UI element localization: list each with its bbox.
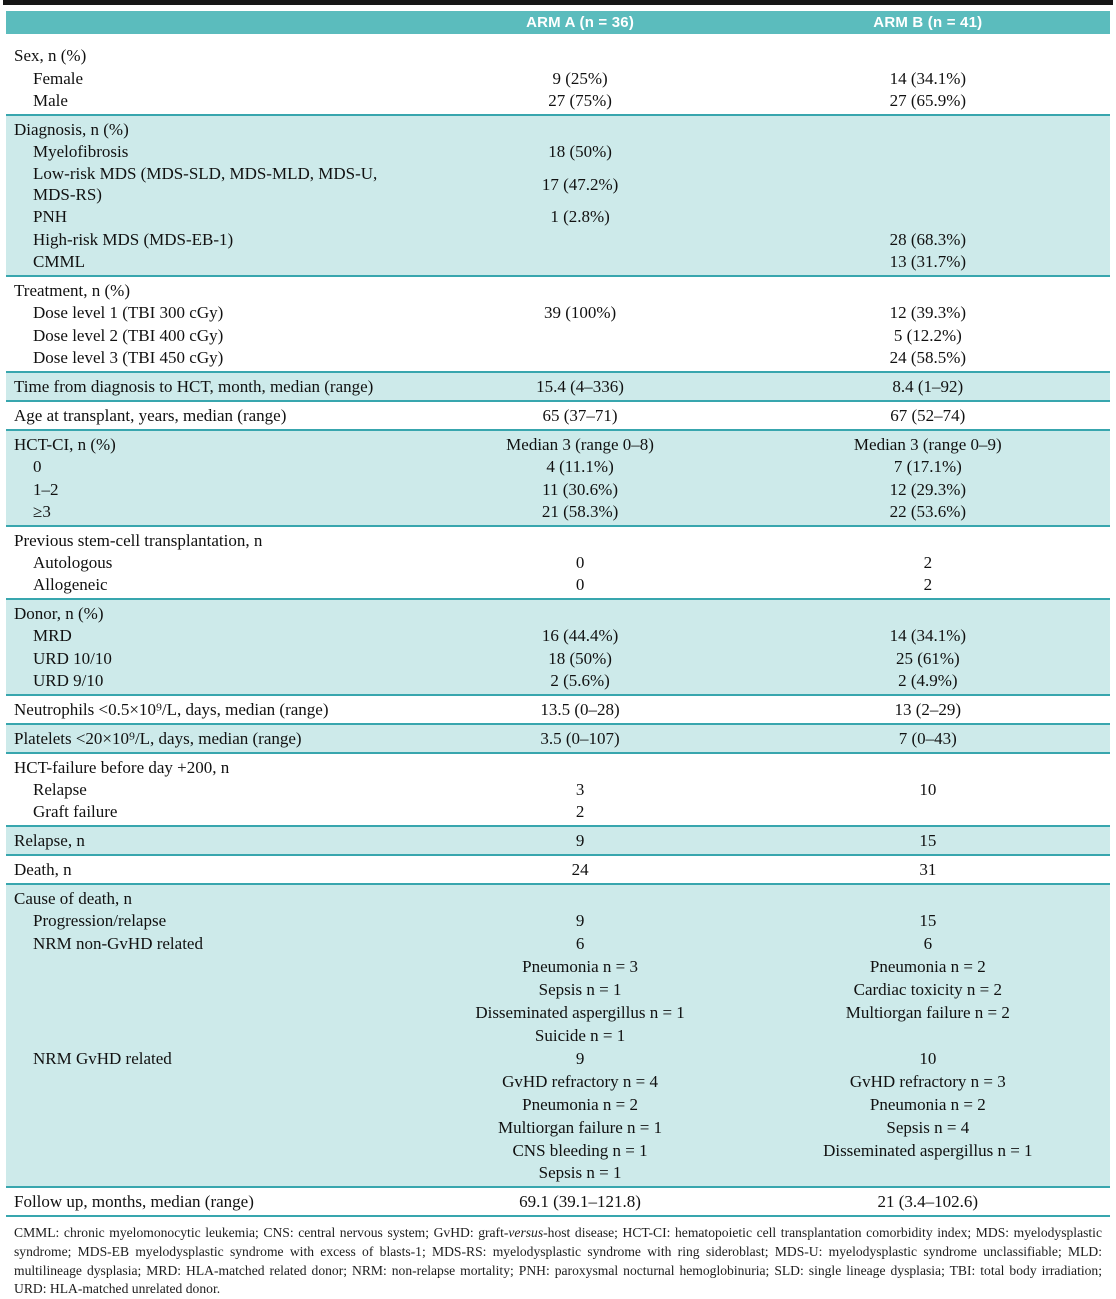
table-row [6,478,1110,501]
row-label: Autologous [33,553,113,572]
table-row [6,429,1110,455]
cell-arm-a: 21 (58.3%) [541,502,619,521]
table-row [6,551,1110,574]
cell-arm-a: Sepsis n = 1 [538,1163,622,1182]
table-row [6,909,1110,932]
table-row [6,854,1110,883]
row-label: Graft failure [33,802,118,821]
cell-arm-b: 25 (61%) [895,649,960,668]
table-row [6,1116,1110,1139]
table-row [6,574,1110,598]
row-label: Cause of death, n [14,889,133,908]
table-row [6,1162,1110,1186]
table-row [6,1070,1110,1093]
cell-arm-a: 18 (50%) [548,649,612,668]
row-label: Follow up, months, median (range) [14,1192,254,1211]
table-row [6,275,1110,301]
table-row [6,723,1110,752]
cell-arm-b: 10 [919,1049,937,1068]
cell-arm-b: Median 3 (range 0–9) [853,435,1002,454]
cell-arm-b: Disseminated aspergillus n = 1 [823,1141,1033,1160]
row-label: Time from diagnosis to HCT, month, median (range) [14,377,374,396]
characteristics-table [0,11,1116,1299]
table-row [6,598,1110,624]
table-row [6,205,1110,228]
table-row [6,1024,1110,1047]
cell-arm-b: 24 (58.5%) [889,348,967,367]
cell-arm-b: 12 (29.3%) [889,480,967,499]
top-rule [3,0,1113,5]
row-label: Dose level 1 (TBI 300 cGy) [33,303,224,322]
cell-arm-a: Sepsis n = 1 [538,980,622,999]
row-label: Diagnosis, n (%) [14,120,129,139]
cell-arm-b: 6 [923,934,933,953]
cell-arm-a: 2 (5.6%) [550,671,610,690]
table-row [6,670,1110,694]
table-row [6,647,1110,670]
table-row [6,251,1110,275]
cell-arm-a: 17 (47.2%) [541,174,619,194]
cell-arm-b: 7 (0–43) [898,729,957,748]
cell-arm-b: 15 [919,911,937,930]
cell-arm-b: 13 (31.7%) [889,252,967,271]
row-label: 0 [33,457,42,476]
table-row [6,1093,1110,1116]
cell-arm-b: Sepsis n = 4 [886,1118,970,1137]
cell-arm-a: Disseminated aspergillus n = 1 [475,1003,685,1022]
cell-arm-b: 8.4 (1–92) [892,377,964,396]
cell-arm-b: 12 (39.3%) [889,303,967,322]
table-row [6,163,1110,205]
row-label: Neutrophils <0.5×10⁹/L, days, median (range) [14,700,329,719]
cell-arm-b: 2 [923,553,933,572]
cell-arm-a: 9 [575,911,585,930]
row-label: URD 10/10 [33,649,112,668]
row-label: Treatment, n (%) [14,281,130,300]
footnote [14,1224,1102,1299]
cell-arm-a: 3.5 (0–107) [540,729,620,748]
footnote-text-part2: -host disease; HCT-CI: hematopoietic cell transplantation comorbidity index; MDS: myelodysplastic syndrome; MDS-EB myelodysplastic syndrome with excess of blasts-1; MDS-RS: myelodysplastic syndrome with ring sideroblast; MDS-U: myelodysplastic syndrome unclassifiable; MLD: multilineage dysplasia; MRD: HLA-matched related donor; NRM: non-relapse mortality; PNH: paroxysmal nocturnal hemoglobinuria; SLD: single lineage dysplasia; TBI: total body irradiation; URD: HLA-matched unrelated donor. [14,1225,1102,1297]
table-row [6,67,1110,90]
row-label: High-risk MDS (MDS-EB-1) [33,230,234,249]
cell-arm-a: 3 [575,780,585,799]
cell-arm-a: Pneumonia n = 3 [522,957,638,976]
row-label: Male [33,91,68,110]
cell-arm-b: 22 (53.6%) [889,502,967,521]
cell-arm-a: 15.4 (4–336) [536,377,624,396]
row-label: Relapse [33,780,87,799]
cell-arm-a: 1 (2.8%) [550,207,610,226]
cell-arm-a: 9 [575,1049,585,1068]
table-header [6,11,1110,34]
cell-arm-a: 6 [575,934,585,953]
row-label: Donor, n (%) [14,604,104,623]
row-label: Low-risk MDS (MDS-SLD, MDS-MLD, MDS-U, MDS-RS) [33,164,378,204]
cell-arm-a: GvHD refractory n = 4 [502,1072,659,1091]
row-label: Previous stem-cell transplantation, n [14,531,263,550]
cell-arm-a: Pneumonia n = 2 [522,1095,638,1114]
cell-arm-b: 21 (3.4–102.6) [877,1192,979,1211]
row-label: Dose level 3 (TBI 450 cGy) [33,348,224,367]
cell-arm-b: 10 [919,780,937,799]
column-header-arm-a: ARM A (n = 36) [526,14,635,31]
row-label: URD 9/10 [33,671,104,690]
cell-arm-a: Multiorgan failure n = 1 [497,1118,663,1137]
table-row [6,624,1110,647]
row-label: Progression/relapse [33,911,167,930]
cell-arm-b: 2 [923,575,933,594]
cell-arm-a: 69.1 (39.1–121.8) [519,1192,641,1211]
table-row [6,90,1110,114]
cell-arm-a: 16 (44.4%) [541,626,619,645]
cell-arm-b: 14 (34.1%) [889,69,967,88]
table-row [6,752,1110,778]
table-row [6,371,1110,400]
cell-arm-a: 9 [575,831,585,850]
cell-arm-b: Multiorgan failure n = 2 [845,1003,1010,1022]
cell-arm-a: 65 (37–71) [542,406,618,425]
row-label: Death, n [14,860,72,879]
table-row [6,455,1110,478]
table-row [6,501,1110,525]
footnote-versus-italic: versus [508,1225,544,1240]
row-label: Allogeneic [33,575,108,594]
row-label: Age at transplant, years, median (range) [14,406,287,425]
row-label: ≥3 [33,502,51,521]
table-row [6,801,1110,825]
cell-arm-a: 9 (25%) [552,69,608,88]
cell-arm-b: GvHD refractory n = 3 [849,1072,1006,1091]
row-label: Sex, n (%) [14,46,87,65]
row-label: CMML [33,252,85,271]
row-label: NRM non-GvHD related [33,934,203,953]
row-label: Platelets <20×10⁹/L, days, median (range) [14,729,302,748]
cell-arm-a: 0 [575,575,585,594]
table-row [6,400,1110,429]
row-label: NRM GvHD related [33,1049,172,1068]
table-row [6,825,1110,854]
cell-arm-a: 24 [571,860,589,879]
footnote-text-part1: CMML: chronic myelomonocytic leukemia; CNS: central nervous system; GvHD: graft- [14,1225,509,1240]
table-row [6,324,1110,347]
cell-arm-b: 14 (34.1%) [889,626,967,645]
row-label: PNH [33,207,68,226]
table-row [6,1047,1110,1070]
cell-arm-a: 39 (100%) [543,303,617,322]
cell-arm-b: Pneumonia n = 2 [869,957,986,976]
table-row [6,1139,1110,1162]
table-row [6,1001,1110,1024]
table-row [6,932,1110,955]
table-row [6,978,1110,1001]
table-row [6,228,1110,251]
row-label: HCT-failure before day +200, n [14,758,230,777]
table-row [6,955,1110,978]
cell-arm-b: 67 (52–74) [890,406,966,425]
table-row [6,778,1110,801]
cell-arm-b: 13 (2–29) [894,700,962,719]
row-label: MRD [33,626,72,645]
cell-arm-a: Suicide n = 1 [534,1026,626,1045]
row-label: Myelofibrosis [33,142,129,161]
cell-arm-a: 2 [575,802,585,821]
cell-arm-a: 18 (50%) [548,142,612,161]
cell-arm-b: Cardiac toxicity n = 2 [853,980,1002,999]
table-row [6,114,1110,140]
table-body [6,44,1110,1217]
row-label: HCT-CI, n (%) [14,435,116,454]
cell-arm-a: 13.5 (0–28) [540,700,620,719]
row-label: Female [33,69,84,88]
cell-arm-b: Pneumonia n = 2 [869,1095,986,1114]
cell-arm-a: 11 (30.6%) [542,480,618,499]
row-label: 1–2 [33,480,59,499]
table-row [6,525,1110,551]
table-row [6,301,1110,324]
row-label: Relapse, n [14,831,85,850]
row-label: Dose level 2 (TBI 400 cGy) [33,326,224,345]
cell-arm-b: 7 (17.1%) [893,457,962,476]
cell-arm-a: CNS bleeding n = 1 [512,1141,648,1160]
cell-arm-b: 15 [919,831,937,850]
cell-arm-a: 27 (75%) [548,91,612,110]
table-row [6,1186,1110,1217]
table-row [6,347,1110,371]
table-row [6,44,1110,67]
table-row [6,140,1110,163]
cell-arm-b: 28 (68.3%) [889,230,967,249]
cell-arm-b: 27 (65.9%) [889,91,967,110]
column-header-arm-b: ARM B (n = 41) [873,14,983,31]
cell-arm-b: 5 (12.2%) [893,326,962,345]
cell-arm-a: 4 (11.1%) [546,457,614,476]
cell-arm-b: 2 (4.9%) [898,671,958,690]
table-row [6,883,1110,909]
cell-arm-a: Median 3 (range 0–8) [506,435,654,454]
table-row [6,694,1110,723]
cell-arm-a: 0 [575,553,585,572]
cell-arm-b: 31 [919,860,937,879]
